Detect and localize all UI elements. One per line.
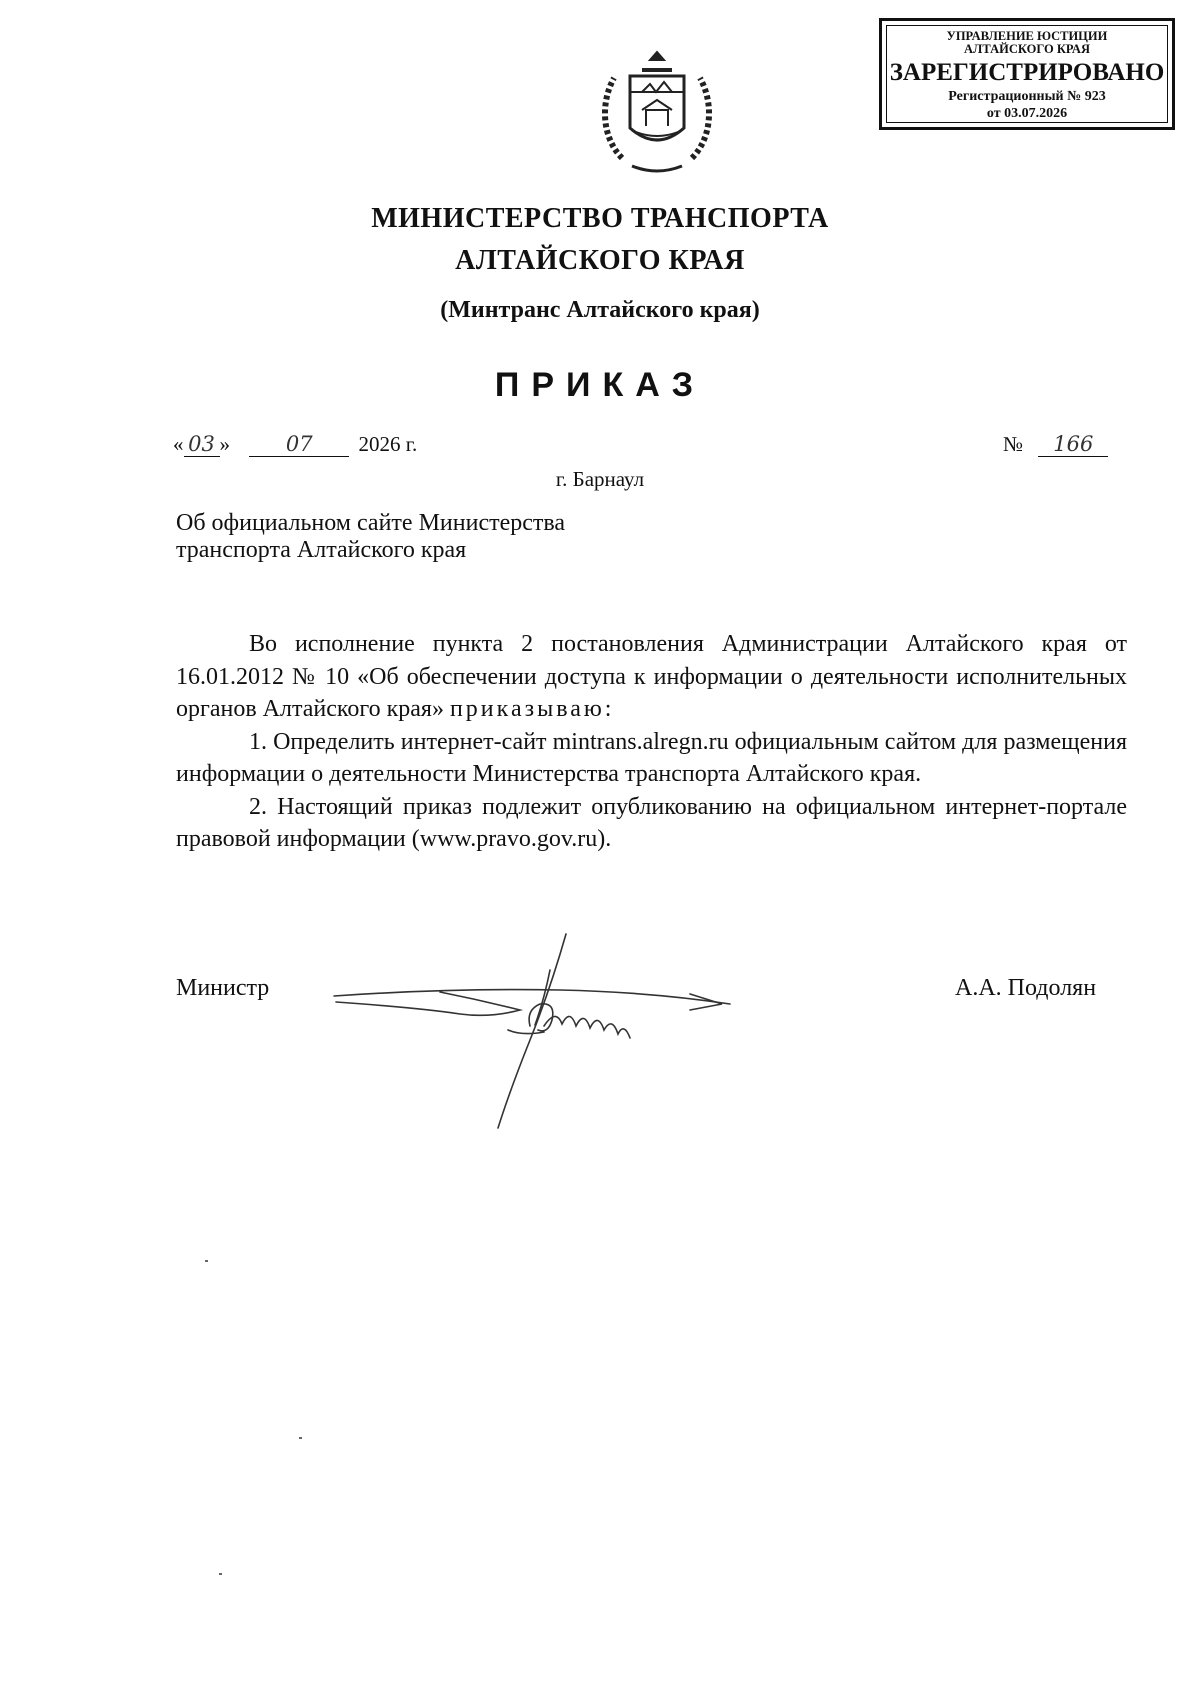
order-number-value: 166 (1038, 432, 1108, 457)
order-command: приказываю: (449, 696, 615, 722)
handwritten-signature (330, 930, 760, 1140)
order-number-label: № (1003, 432, 1024, 456)
ministry-name-line-1: МИНИСТЕРСТВО ТРАНСПОРТА (371, 203, 829, 234)
scan-speck (205, 1260, 208, 1262)
order-body (176, 628, 1127, 856)
stamp-date (887, 105, 1167, 122)
stamp-date-label: от (986, 106, 1001, 121)
coat-of-arms-emblem (592, 48, 722, 178)
stamp-agency (887, 30, 1167, 56)
date-quote-open: « (173, 432, 184, 456)
signatory-title: Министр (176, 975, 270, 1001)
order-item-1: 1. Определить интернет-сайт mintrans.alregn.ru официальным сайтом для размещения информации о деятельности Министерства транспорта Алтайского края. (176, 728, 1127, 787)
date-quote-close: » (219, 432, 230, 456)
order-date (173, 432, 417, 457)
subject-line-1: Об официальном сайте Министерства (176, 510, 566, 536)
stamp-agency-line-1: УПРАВЛЕНИЕ ЮСТИЦИИ (946, 29, 1108, 43)
stamp-date-value: 03.07.2026 (1004, 106, 1068, 121)
ministry-name-line-2: АЛТАЙСКОГО КРАЯ (455, 245, 745, 276)
scan-speck (299, 1437, 302, 1439)
ministry-short-name: (Минтранс Алтайского края) (440, 297, 760, 323)
signatory-name: А.А. Подолян (955, 975, 1097, 1001)
order-preamble (176, 628, 1127, 726)
order-item-2: 2. Настоящий приказ подлежит опубликованию на официальном интернет-портале правовой информации (www.pravo.gov.ru). (176, 793, 1127, 852)
subject-line-2: транспорта Алтайского края (176, 537, 467, 563)
order-year: 2026 г. (358, 432, 418, 456)
order-place: г. Барнаул (555, 467, 645, 491)
stamp-status: ЗАРЕГИСТРИРОВАНО (889, 59, 1165, 86)
preamble-text: Во исполнение пункта 2 постановления Администрации Алтайского края от 16.01.2012 № 10 «Об обеспечении доступа к информации о деятельности исполнительных органов Алтайского края» (176, 631, 1127, 722)
order-number (1003, 432, 1108, 457)
order-day: 03 (184, 432, 220, 457)
document-type-title: ПРИКАЗ (494, 366, 706, 404)
order-month: 07 (249, 432, 349, 457)
stamp-inner-frame (886, 25, 1168, 123)
scan-speck (219, 1573, 222, 1575)
registration-stamp (879, 18, 1175, 130)
stamp-agency-line-2: АЛТАЙСКОГО КРАЯ (964, 42, 1090, 56)
order-subject (176, 510, 565, 564)
stamp-registration-label: Регистрационный № (948, 89, 1082, 104)
stamp-registration-number: 923 (1084, 89, 1106, 104)
stamp-registration (887, 88, 1167, 105)
